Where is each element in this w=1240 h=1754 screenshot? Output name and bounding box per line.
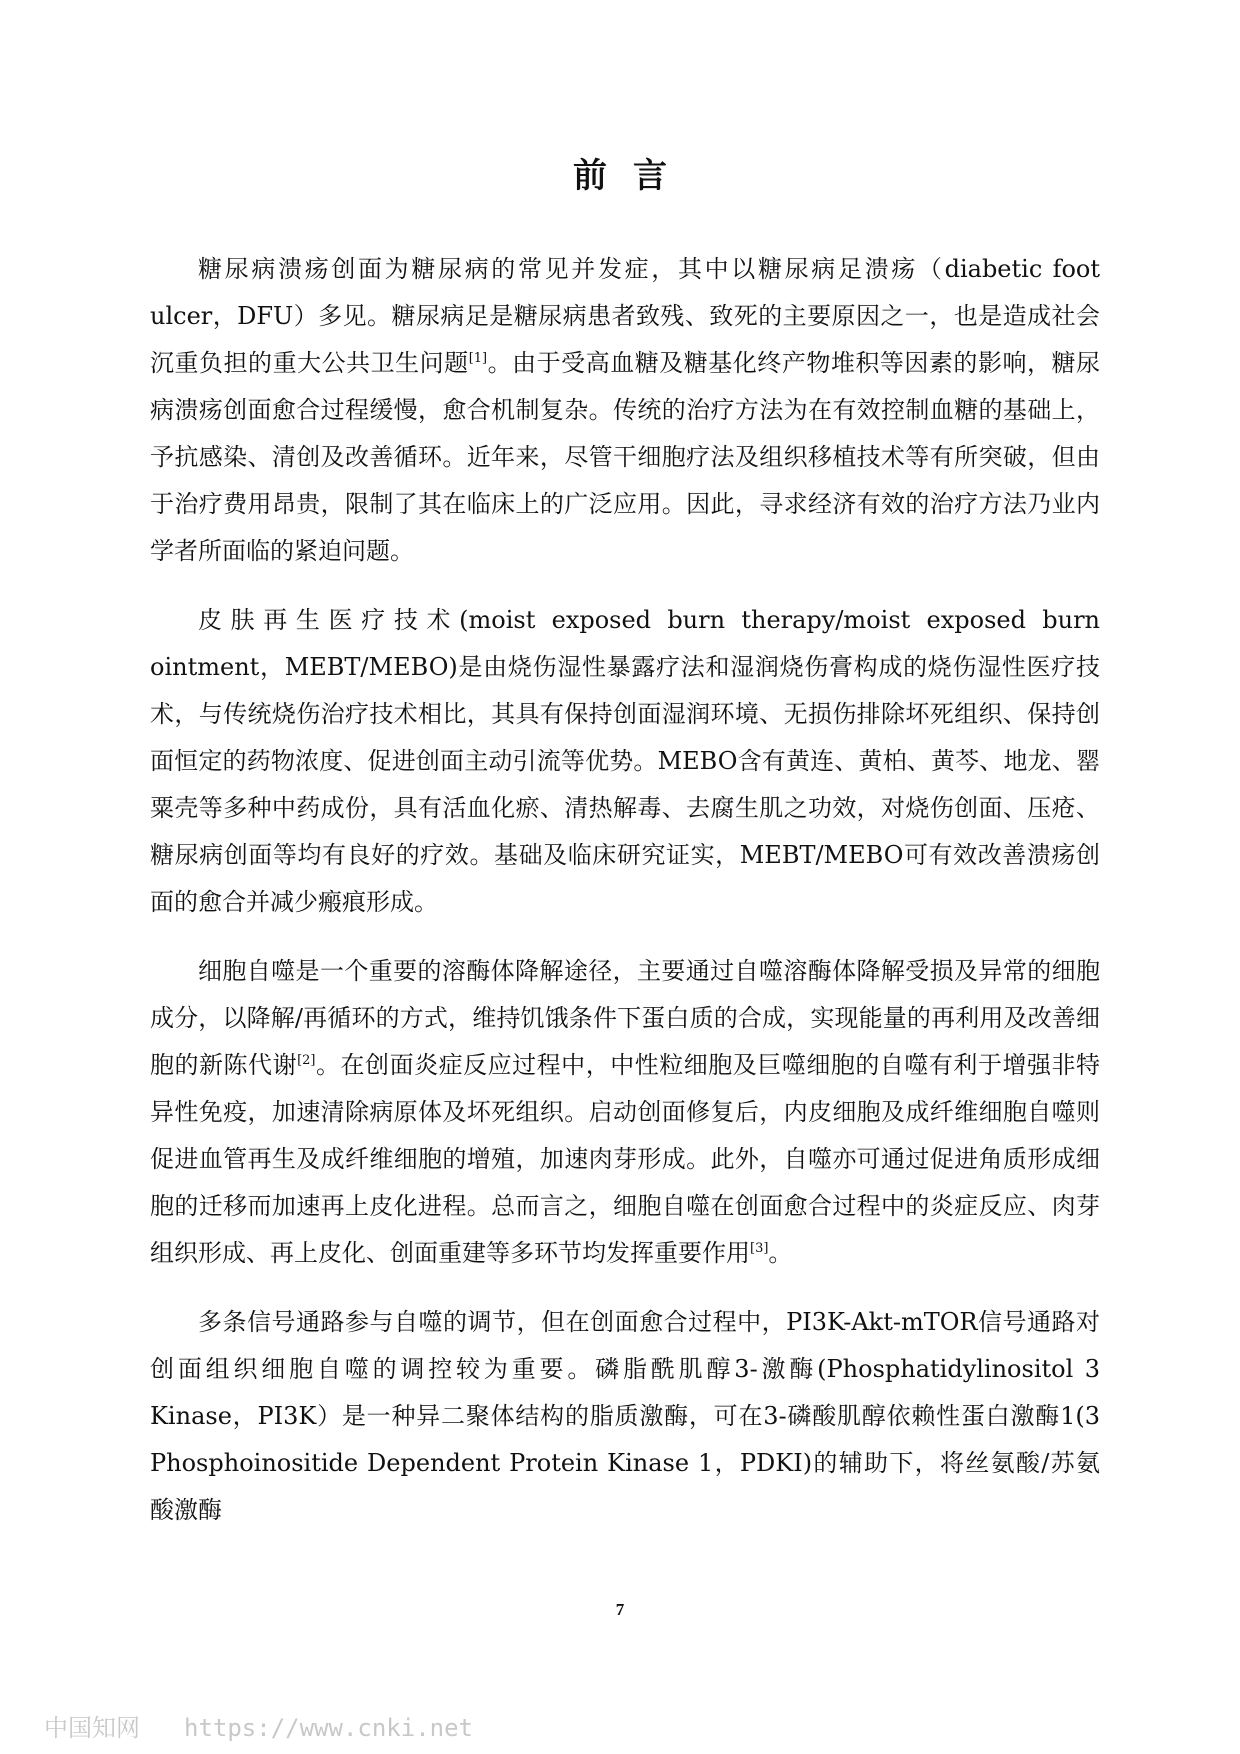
- watermark: [44, 1708, 473, 1743]
- paragraph: [150, 597, 1100, 926]
- paragraph-text: 皮肤再生医疗技术(moist exposed burn therapy/moist exposed burn ointment，MEBT/MEBO)是由烧伤湿性暴露疗法和湿润烧伤膏构成的烧伤湿性医疗技术，与传统烧伤治疗技术相比，其具有保持创面湿润环境、无损伤排除坏死组织、保持创面恒定的药物浓度、促进创面主动引流等优势。MEBO含有黄连、黄柏、黄芩、地龙、罂粟壳等多种中药成份，具有活血化瘀、清热解毒、去腐生肌之功效，对烧伤创面、压疮、糖尿病创面等均有良好的疗效。基础及临床研究证实，MEBT/MEBO可有效改善溃疡创面的愈合并减少瘢痕形成。: [150, 606, 1100, 916]
- page-title: 前言: [573, 156, 693, 196]
- watermark-url: https://www.cnki.net: [184, 1714, 473, 1742]
- citation-marker: [1]: [468, 351, 488, 366]
- paragraph-text: 细胞自噬是一个重要的溶酶体降解途径，主要通过自噬溶酶体降解受损及异常的细胞成分，以降解/再循环的方式，维持饥饿条件下蛋白质的合成，实现能量的再利用及改善细胞的新陈代谢: [150, 957, 1100, 1079]
- paragraph-text: 。在创面炎症反应过程中，中性粒细胞及巨噬细胞的自噬有利于增强非特异性免疫，加速清除病原体及坏死组织。启动创面修复后，内皮细胞及成纤维细胞自噬则促进血管再生及成纤维细胞的增殖，加速肉芽形成。此外，自噬亦可通过促进角质形成细胞的迁移而加速再上皮化进程。总而言之，细胞自噬在创面愈合过程中的炎症反应、肉芽组织形成、再上皮化、创面重建等多环节均发挥重要作用: [150, 1051, 1100, 1267]
- paragraph-text: 糖尿病溃疡创面为糖尿病的常见并发症，其中以糖尿病足溃疡（diabetic foot ulcer，DFU）多见。糖尿病足是糖尿病患者致残、致死的主要原因之一，也是造成社会沉重负担的重大公共卫生问题: [150, 255, 1100, 377]
- paragraph-text: 多条信号通路参与自噬的调节，但在创面愈合过程中，PI3K-Akt-mTOR信号通路对创面组织细胞自噬的调控较为重要。磷脂酰肌醇3-激酶(Phosphatidylinositol 3 Kinase，PI3K）是一种异二聚体结构的脂质激酶，可在3-磷酸肌醇依赖性蛋白激酶1(3 Phosphoinositide Dependent Protein Kinase 1，PDKI)的辅助下，将丝氨酸/苏氨酸激酶: [150, 1308, 1100, 1524]
- citation-marker: [2]: [297, 1053, 316, 1068]
- watermark-name: 中国知网: [44, 1714, 140, 1742]
- paragraph-text: 。由于受高血糖及糖基化终产物堆积等因素的影响，糖尿病溃疡创面愈合过程缓慢，愈合机制复杂。传统的治疗方法为在有效控制血糖的基础上，予抗感染、清创及改善循环。近年来，尽管干细胞疗法及组织移植技术等有所突破，但由于治疗费用昂贵，限制了其在临床上的广泛应用。因此，寻求经济有效的治疗方法乃业内学者所面临的紧迫问题。: [150, 349, 1101, 565]
- paragraph: [150, 948, 1100, 1277]
- paragraph-text: 。: [768, 1239, 793, 1267]
- citation-marker: [3]: [750, 1241, 769, 1256]
- body-text: [150, 246, 1100, 1556]
- paragraph: [150, 246, 1100, 575]
- paragraph: [150, 1299, 1100, 1534]
- page-number: 7: [615, 1600, 625, 1619]
